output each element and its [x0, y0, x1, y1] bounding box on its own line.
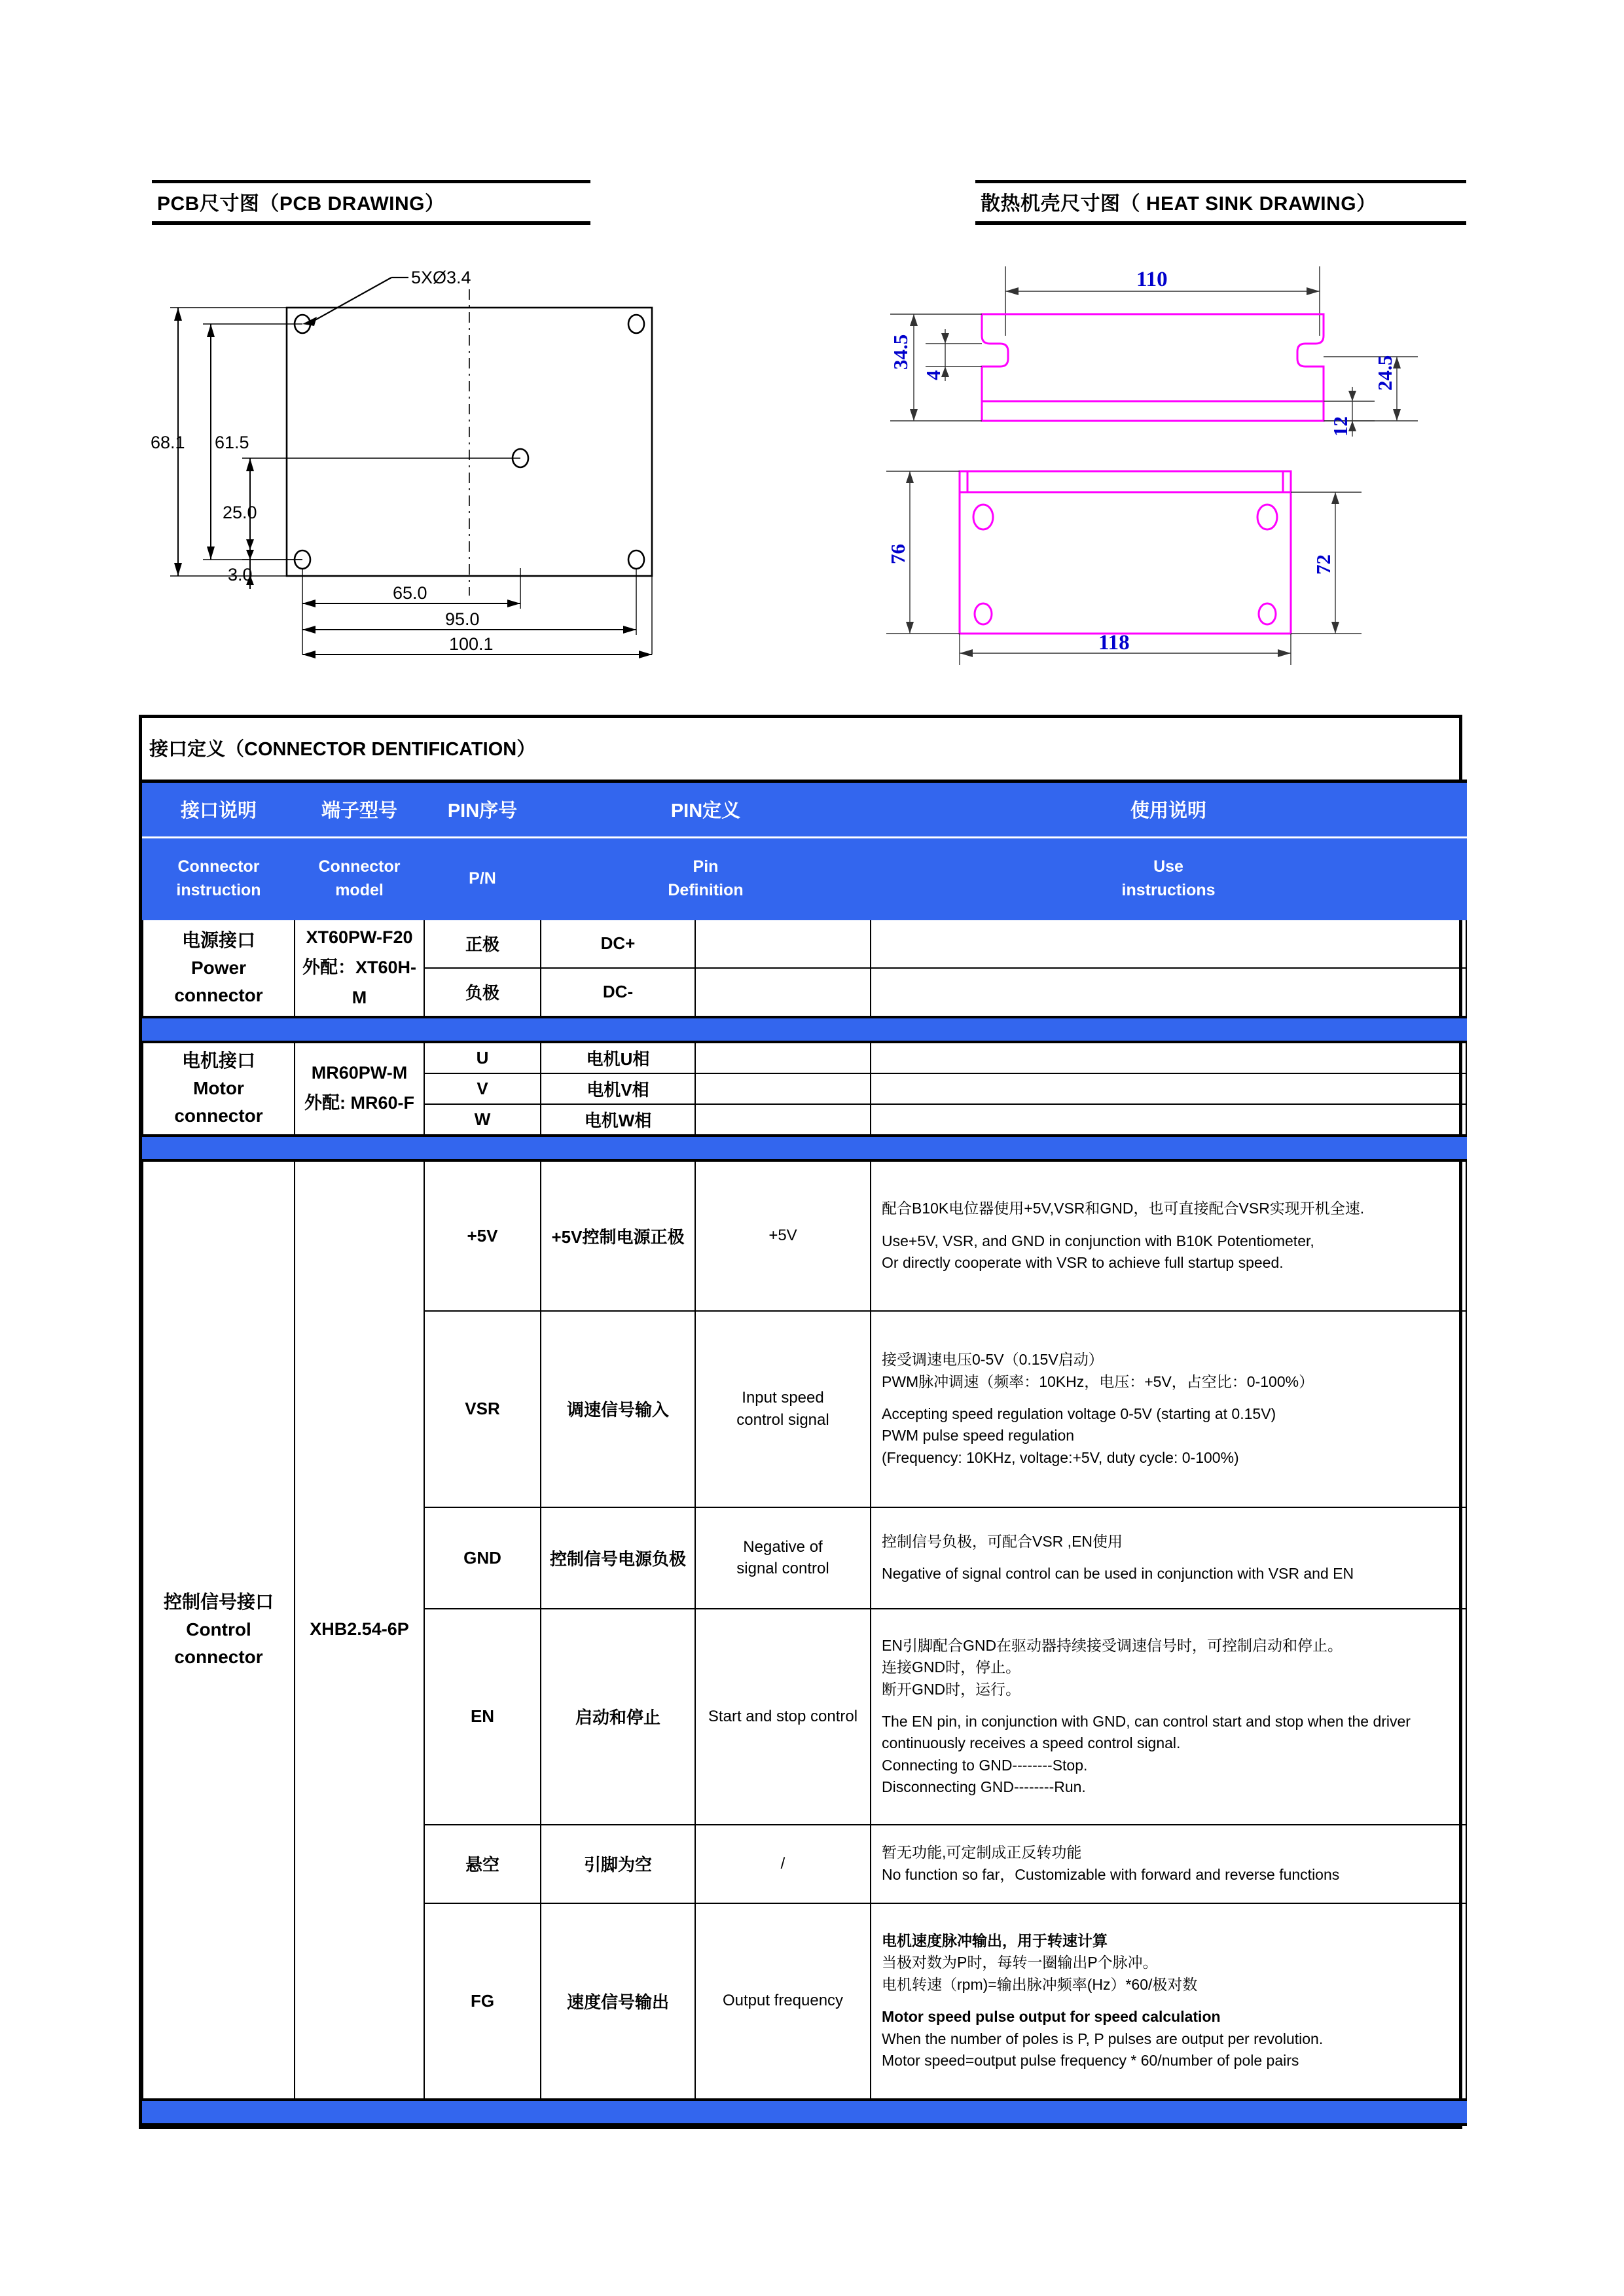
pcb-dim-68-1: 68.1 — [151, 433, 185, 452]
use-instructions-line: 电机转速（rpm)=输出脉冲频率(Hz）*60/极对数 — [882, 1975, 1198, 1993]
pcb-dim-65-0: 65.0 — [393, 583, 427, 603]
header-connector-instruction-cn: 接口说明 — [143, 781, 295, 837]
hs-dim-118: 118 — [1098, 631, 1130, 655]
use-instructions-line: PWM脉冲调速（频率：10KHz，电压：+5V，占空比：0-100%） — [882, 1372, 1314, 1390]
group-name-en: Control connector — [174, 1619, 263, 1668]
header-pin-number-en: P/N — [424, 837, 541, 920]
pcb-dim-3-0: 3.0 — [228, 565, 253, 584]
use-instructions-cell — [871, 1104, 1466, 1136]
header-c2-line2: model — [335, 881, 384, 900]
pin-number-cell: V — [424, 1073, 541, 1104]
connector-model-line1: XT60PW-F20 — [306, 927, 413, 947]
pin-definition-cn-cell: 速度信号输出 — [541, 1903, 695, 2100]
header-c4-line2: Definition — [668, 881, 744, 900]
header-connector-model-en — [295, 837, 424, 920]
header-use-instructions-en — [871, 837, 1466, 920]
use-instructions-cell — [871, 1042, 1466, 1073]
use-instructions-cell — [871, 1903, 1466, 2100]
use-instructions-line: 暂无功能,可定制成正反转功能 — [882, 1844, 1082, 1861]
heat-sink-plan-view — [877, 452, 1453, 674]
use-instructions-line: Disconnecting GND--------Run. — [882, 1778, 1086, 1796]
use-instructions-spacer — [882, 1996, 1455, 2006]
pin-definition-en-line: Output frequency — [722, 1992, 844, 2010]
use-instructions-spacer — [882, 1700, 1455, 1711]
pin-definition-en-line: Start and stop control — [708, 1707, 858, 1725]
use-instructions-cell — [871, 968, 1466, 1017]
use-instructions-line: Or directly cooperate with VSR to achieve full startup speed. — [882, 1253, 1284, 1271]
header-c6-line1: Use — [1153, 857, 1183, 876]
use-instructions-spacer — [882, 1393, 1455, 1403]
use-instructions-line: No function so far，Customizable with forward and reverse functions — [882, 1865, 1340, 1883]
header-pin-number-cn: PIN序号 — [424, 781, 541, 837]
section-separator-bar — [143, 2100, 1466, 2125]
pin-definition-cn-cell: 启动和停止 — [541, 1609, 695, 1825]
pcb-dim-61-5: 61.5 — [215, 433, 249, 452]
pin-number-cell: +5V — [424, 1160, 541, 1311]
section-separator-fill — [143, 1017, 1466, 1042]
connector-model-line1: MR60PW-M — [311, 1063, 408, 1083]
hs-title-rule-bottom — [975, 221, 1466, 225]
connector-model-line2: 外配: MR60-F — [304, 1093, 414, 1113]
group-name-cn: 电机接口 — [181, 1050, 255, 1071]
use-instructions-spacer — [882, 1220, 1455, 1230]
header-c4-line1: Pin — [693, 857, 719, 876]
use-instructions-cell — [871, 1073, 1466, 1104]
pcb-mounting-holes — [295, 315, 644, 569]
use-instructions-line: Accepting speed regulation voltage 0-5V (starting at 0.15V) — [882, 1405, 1276, 1422]
use-instructions-line: (Frequency: 10KHz, voltage:+5V, duty cycle: 0-100%) — [882, 1448, 1239, 1466]
group-name-cn: 控制信号接口 — [163, 1592, 274, 1613]
table-row — [143, 1042, 1466, 1073]
use-instructions-line: 接受调速电压0-5V（0.15V启动） — [882, 1351, 1104, 1369]
pin-definition-en-cell — [695, 1507, 871, 1609]
use-instructions-cell — [871, 1160, 1466, 1311]
pin-number-cell: U — [424, 1042, 541, 1073]
pin-definition-en-cell — [695, 1042, 871, 1073]
pin-definition-cn-cell: DC+ — [541, 920, 695, 968]
pcb-title-rule-bottom — [152, 221, 590, 225]
header-pin-definition-cn: PIN定义 — [541, 781, 871, 837]
use-instructions-line: 电机速度脉冲输出，用于转速计算 — [882, 1932, 1108, 1950]
group-name-en: Power connector — [174, 957, 263, 1005]
section-separator-fill — [143, 1136, 1466, 1160]
pin-definition-en-cell — [695, 968, 871, 1017]
use-instructions-line: Connecting to GND--------Stop. — [882, 1756, 1088, 1774]
group-name-cn: 电源接口 — [181, 929, 255, 950]
table-caption: 接口定义（CONNECTOR DENTIFICATION） — [143, 718, 1466, 781]
pcb-dim-100-1: 100.1 — [449, 634, 494, 654]
pin-number-cell: VSR — [424, 1311, 541, 1507]
use-instructions-line: Negative of signal control can be used in conjunction with VSR and EN — [882, 1565, 1354, 1583]
table-header-row-cn — [143, 781, 1466, 837]
use-instructions-line: 断开GND时，运行。 — [882, 1680, 1021, 1698]
pin-number-cell: 负极 — [424, 968, 541, 1017]
pin-definition-cn-cell: DC- — [541, 968, 695, 1017]
pin-definition-cn-cell: 电机U相 — [541, 1042, 695, 1073]
pin-definition-cn-cell: 电机W相 — [541, 1104, 695, 1136]
use-instructions-cell — [871, 1609, 1466, 1825]
pin-definition-en-cell — [695, 1903, 871, 2100]
header-use-instructions-cn: 使用说明 — [871, 781, 1466, 837]
use-instructions-line: 连接GND时，停止。 — [882, 1659, 1021, 1676]
header-connector-model-cn: 端子型号 — [295, 781, 424, 837]
pin-definition-en-cell — [695, 1073, 871, 1104]
pcb-dimension-drawing — [131, 262, 785, 681]
pcb-hole-callout-label: 5XØ3.4 — [411, 268, 471, 287]
pcb-drawing-panel — [152, 180, 590, 225]
pin-number-cell: EN — [424, 1609, 541, 1825]
hs-dim-24-5: 24.5 — [1373, 355, 1396, 391]
section-separator-bar — [143, 1017, 1466, 1042]
use-instructions-line: EN引脚配合GND在驱动器持续接受调速信号时，可控制启动和停止。 — [882, 1636, 1343, 1654]
pin-definition-en-line: Negative of — [743, 1537, 823, 1556]
group-name-en: Motor connector — [174, 1078, 263, 1126]
pin-definition-en-cell — [695, 1104, 871, 1136]
use-instructions-cell — [871, 1507, 1466, 1609]
pin-definition-en-cell — [695, 1609, 871, 1825]
header-c1-line1: Connector — [177, 857, 260, 876]
header-c1-line2: instruction — [176, 881, 261, 900]
hs-dim-72: 72 — [1312, 554, 1335, 575]
connector-model-cell — [295, 1160, 424, 2100]
hs-dim-76: 76 — [886, 544, 909, 564]
pin-definition-en-cell — [695, 1160, 871, 1311]
connector-identification-table — [139, 715, 1462, 2129]
pin-definition-cn-cell: 引脚为空 — [541, 1825, 695, 1903]
hs-dim-34-5: 34.5 — [889, 334, 912, 370]
header-c2-line1: Connector — [318, 857, 401, 876]
connector-model-line2: 外配：XT60H-M — [302, 957, 417, 1007]
pin-definition-cn-cell: 调速信号输入 — [541, 1311, 695, 1507]
connector-model-cell — [295, 1042, 424, 1136]
pin-definition-en-line: / — [780, 1854, 785, 1873]
pcb-dim-25-0: 25.0 — [223, 503, 257, 522]
table-row — [143, 920, 1466, 968]
pin-number-cell: GND — [424, 1507, 541, 1609]
pin-definition-en-line: Input speed — [742, 1389, 824, 1407]
table-header-row-en — [143, 837, 1466, 920]
connector-model-line1: XHB2.54-6P — [310, 1619, 409, 1640]
use-instructions-line: When the number of poles is P, P pulses are output per revolution. — [882, 2030, 1324, 2047]
use-instructions-line: 当极对数为P时，每转一圈输出P个脉冲。 — [882, 1954, 1158, 1971]
use-instructions-line: Use+5V, VSR, and GND in conjunction with B10K Potentiometer, — [882, 1232, 1314, 1249]
heat-sink-drawing-title: 散热机壳尺寸图（ HEAT SINK DRAWING） — [981, 193, 1377, 215]
use-instructions-line: 配合B10K电位器使用+5V,VSR和GND，也可直接配合VSR实现开机全速. — [882, 1200, 1365, 1217]
section-separator-fill — [143, 2100, 1466, 2125]
pin-number-cell: W — [424, 1104, 541, 1136]
pin-definition-en-line: signal control — [736, 1560, 829, 1578]
use-instructions-cell — [871, 1825, 1466, 1903]
connector-model-cell — [295, 920, 424, 1017]
heat-sink-drawing-panel — [975, 180, 1466, 225]
pin-number-cell: 正极 — [424, 920, 541, 968]
pin-definition-cn-cell: +5V控制电源正极 — [541, 1160, 695, 1311]
pin-definition-en-cell — [695, 1311, 871, 1507]
header-c6-line2: instructions — [1121, 881, 1216, 900]
pin-definition-en-cell — [695, 1825, 871, 1903]
table-row — [143, 1160, 1466, 1311]
drawings-area — [0, 0, 1624, 707]
group-name-cell — [143, 1042, 295, 1136]
pcb-dim-95-0: 95.0 — [445, 609, 480, 629]
use-instructions-line: Motor speed pulse output for speed calculation — [882, 2008, 1221, 2026]
pcb-drawing-title: PCB尺寸图（PCB DRAWING） — [157, 193, 445, 215]
heat-sink-front-view — [877, 252, 1453, 442]
pin-definition-en-line: +5V — [768, 1227, 797, 1245]
hs-dim-12: 12 — [1329, 416, 1352, 437]
pin-definition-en-line: control signal — [736, 1410, 829, 1429]
pin-number-cell: FG — [424, 1903, 541, 2100]
hs-dim-4: 4 — [922, 370, 945, 380]
use-instructions-cell — [871, 1311, 1466, 1507]
group-name-cell — [143, 920, 295, 1017]
use-instructions-line: continuously receives a speed control signal. — [882, 1734, 1181, 1752]
hs-dim-110: 110 — [1136, 268, 1168, 291]
header-connector-instruction-en — [143, 837, 295, 920]
use-instructions-cell — [871, 920, 1466, 968]
use-instructions-line: 控制信号负极，可配合VSR ,EN使用 — [882, 1532, 1123, 1550]
use-instructions-line: Motor speed=output pulse frequency * 60/number of pole pairs — [882, 2051, 1299, 2069]
pin-definition-en-cell — [695, 920, 871, 968]
pin-number-cell: 悬空 — [424, 1825, 541, 1903]
section-separator-bar — [143, 1136, 1466, 1160]
pin-definition-cn-cell: 控制信号电源负极 — [541, 1507, 695, 1609]
pin-definition-cn-cell: 电机V相 — [541, 1073, 695, 1104]
use-instructions-line: PWM pulse speed regulation — [882, 1427, 1075, 1444]
group-name-cell — [143, 1160, 295, 2100]
header-pin-definition-en — [541, 837, 871, 920]
use-instructions-spacer — [882, 1552, 1455, 1563]
use-instructions-line: The EN pin, in conjunction with GND, can control start and stop when the driver — [882, 1713, 1411, 1730]
